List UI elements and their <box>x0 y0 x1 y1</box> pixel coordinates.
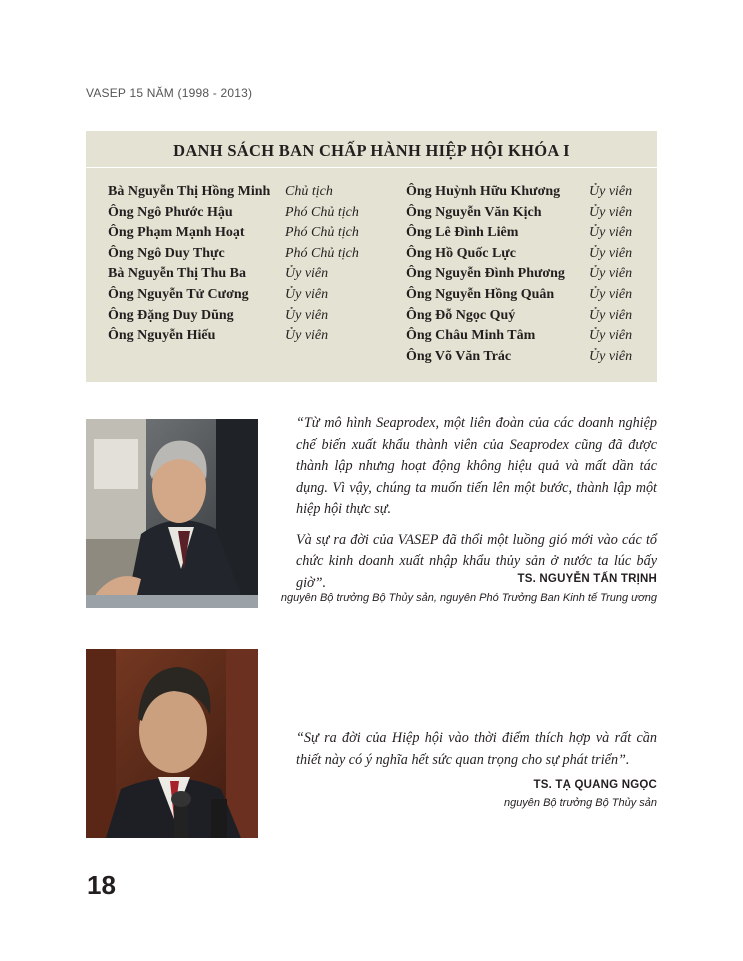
committee-member-row <box>108 223 359 244</box>
member-role: Ủy viên <box>589 245 633 261</box>
photo-ta-quang-ngoc <box>86 649 258 838</box>
committee-member-row <box>108 244 359 265</box>
member-name: Ông Nguyễn Văn Kịch <box>406 204 542 220</box>
member-name: Bà Nguyễn Thị Hồng Minh <box>108 184 271 199</box>
member-name: Ông Nguyễn Hồng Quân <box>406 286 555 302</box>
quote-1-paragraph-2: Và sự ra đời của VASEP đã thổi một luồng gió mới vào các tổ chức kinh doanh xuất nhập khẩu thủy sản ở nước ta lúc bấy giờ”. <box>296 531 657 591</box>
member-role: Ủy viên <box>589 266 633 282</box>
committee-member-row <box>108 264 359 285</box>
committee-list-panel <box>86 131 657 382</box>
member-name: Ông Châu Minh Tâm <box>406 328 536 344</box>
member-role: Ủy viên <box>589 286 633 302</box>
committee-member-row <box>406 203 632 224</box>
committee-member-row <box>108 285 359 306</box>
committee-member-row <box>108 326 359 347</box>
committee-member-row <box>108 306 359 327</box>
member-name: Ông Hồ Quốc Lực <box>406 245 516 261</box>
quote-ta-quang-ngoc <box>296 728 657 780</box>
quote-2-author-title: nguyên Bộ trưởng Bộ Thủy sản <box>503 797 657 809</box>
page-number: 18 <box>87 870 116 900</box>
member-name: Bà Nguyễn Thị Thu Ba <box>108 266 246 282</box>
committee-member-row <box>406 347 632 368</box>
member-role: Ủy viên <box>285 286 329 302</box>
member-role: Ủy viên <box>589 204 633 220</box>
committee-member-row <box>406 264 632 285</box>
committee-member-row <box>406 326 632 347</box>
quote-2-author: TS. TẠ QUANG NGỌC <box>533 779 657 791</box>
member-name: Ông Lê Đình Liêm <box>406 225 519 241</box>
committee-left-column <box>108 182 359 347</box>
member-role: Ủy viên <box>285 307 329 323</box>
member-name: Ông Võ Văn Trác <box>406 348 512 364</box>
member-role: Ủy viên <box>285 328 329 344</box>
member-role: Ủy viên <box>589 348 633 364</box>
member-role: Ủy viên <box>589 328 633 344</box>
member-name: Ông Nguyễn Tử Cương <box>108 286 249 302</box>
member-role: Ủy viên <box>589 225 633 241</box>
member-name: Ông Huỳnh Hữu Khương <box>406 184 561 199</box>
committee-member-row <box>406 306 632 327</box>
committee-member-row <box>108 182 359 203</box>
committee-list-title: DANH SÁCH BAN CHẤP HÀNH HIỆP HỘI KHÓA I <box>86 131 657 168</box>
member-name: Ông Ngô Phước Hậu <box>108 204 233 220</box>
committee-member-row <box>406 244 632 265</box>
member-name: Ông Nguyễn Đình Phương <box>406 266 565 282</box>
quote-1-author: TS. NGUYỄN TẤN TRỊNH <box>517 573 657 585</box>
member-role: Ủy viên <box>285 266 329 282</box>
member-name: Ông Đặng Duy Dũng <box>108 307 234 323</box>
photo-nguyen-tan-trinh <box>86 419 258 608</box>
member-role: Phó Chủ tịch <box>285 225 359 241</box>
committee-member-row <box>406 182 632 203</box>
committee-right-column <box>406 182 632 367</box>
running-header: VASEP 15 NĂM (1998 - 2013) <box>86 86 253 100</box>
member-name: Ông Nguyễn Hiếu <box>108 328 216 344</box>
member-name: Ông Đỗ Ngọc Quý <box>406 307 516 323</box>
member-name: Ông Phạm Mạnh Hoạt <box>108 225 245 241</box>
quote-2-text: “Sự ra đời của Hiệp hội vào thời điểm thích hợp và rất cần thiết này có ý nghĩa hết sức quan trọng cho sự phát triển”. <box>296 730 657 768</box>
committee-member-row <box>108 203 359 224</box>
member-role: Chủ tịch <box>285 184 333 199</box>
member-name: Ông Ngô Duy Thực <box>108 245 225 261</box>
member-role: Ủy viên <box>589 184 633 199</box>
member-role: Phó Chủ tịch <box>285 245 359 261</box>
member-role: Phó Chủ tịch <box>285 204 359 220</box>
member-role: Ủy viên <box>589 307 633 323</box>
committee-member-row <box>406 285 632 306</box>
quote-1-paragraph-1: “Từ mô hình Seaprodex, một liên đoàn của các doanh nghiệp chế biến xuất khẩu thành viên của Seaprodex cũng đã được thành lập nhưng hoạt động không hiệu quả và mất dần tác dụng. Vì vậy, chúng ta muốn tiến lên một bước, thành lập một hiệp hội thực sự. <box>296 415 657 517</box>
quote-1-author-title: nguyên Bộ trưởng Bộ Thủy sản, nguyên Phó Trưởng Ban Kinh tế Trung ương <box>280 592 657 604</box>
committee-member-row <box>406 223 632 244</box>
